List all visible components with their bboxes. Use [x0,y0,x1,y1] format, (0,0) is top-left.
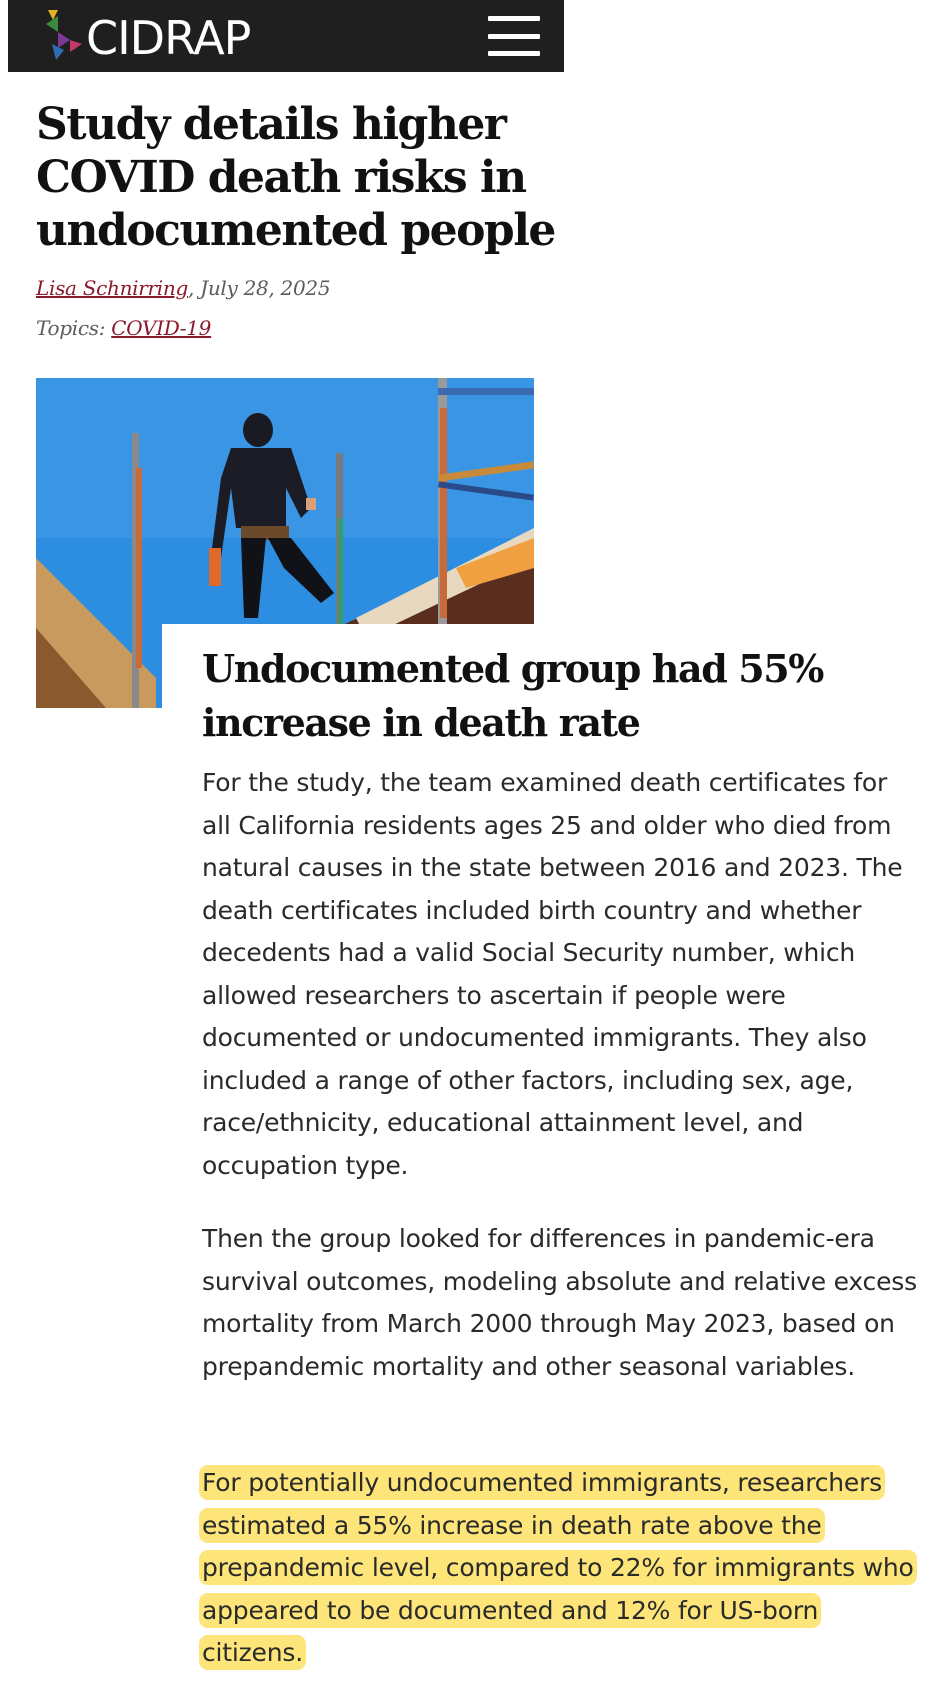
byline [36,276,330,300]
topic-link[interactable]: COVID-19 [111,316,212,340]
paragraph-2: Then the group looked for differences in pandemic-era survival outcomes, modeling absolute and relative excess mortality from March 2000 through May 2023, based on prepandemic mortality and other seasonal variables. [202,1224,917,1381]
menu-bar [488,16,540,21]
paragraph-3-highlighted [202,1462,922,1675]
paragraph-1: For the study, the team examined death certificates for all California residents ages 25 and older who died from natural causes in the state between 2016 and 2023. The death certificates included birth country and whether decedents had a valid Social Security number, which allowed researchers to ascertain if people were documented or undocumented immigrants. They also included a range of other factors, including sex, age, race/ethnicity, educational attainment level, and occupation type. [202,768,903,1180]
highlighted-text: For potentially undocumented immigrants, researchers estimated a 55% increase in death rate above the prepandemic level, compared to 22% for immigrants who appeared to be documented and 12% for US-born citizens. [202,1468,914,1667]
cidrap-logo[interactable] [44,0,250,72]
menu-bar [488,34,540,39]
topics [36,316,211,340]
byline-separator: , [188,276,201,300]
author-link[interactable]: Lisa Schnirring [36,276,188,300]
site-header [8,0,564,72]
hamburger-menu-icon[interactable] [484,12,544,60]
section-heading: Undocumented group had 55% increase in death rate [202,646,823,745]
article-date: July 28, 2025 [200,276,331,300]
article-title: Study details higher COVID death risks in undocumented people [36,99,555,256]
cidrap-logo-icon [44,10,84,62]
menu-bar [488,51,540,56]
topics-label: Topics: [36,316,106,340]
logo-text: CIDRAP [86,11,251,65]
